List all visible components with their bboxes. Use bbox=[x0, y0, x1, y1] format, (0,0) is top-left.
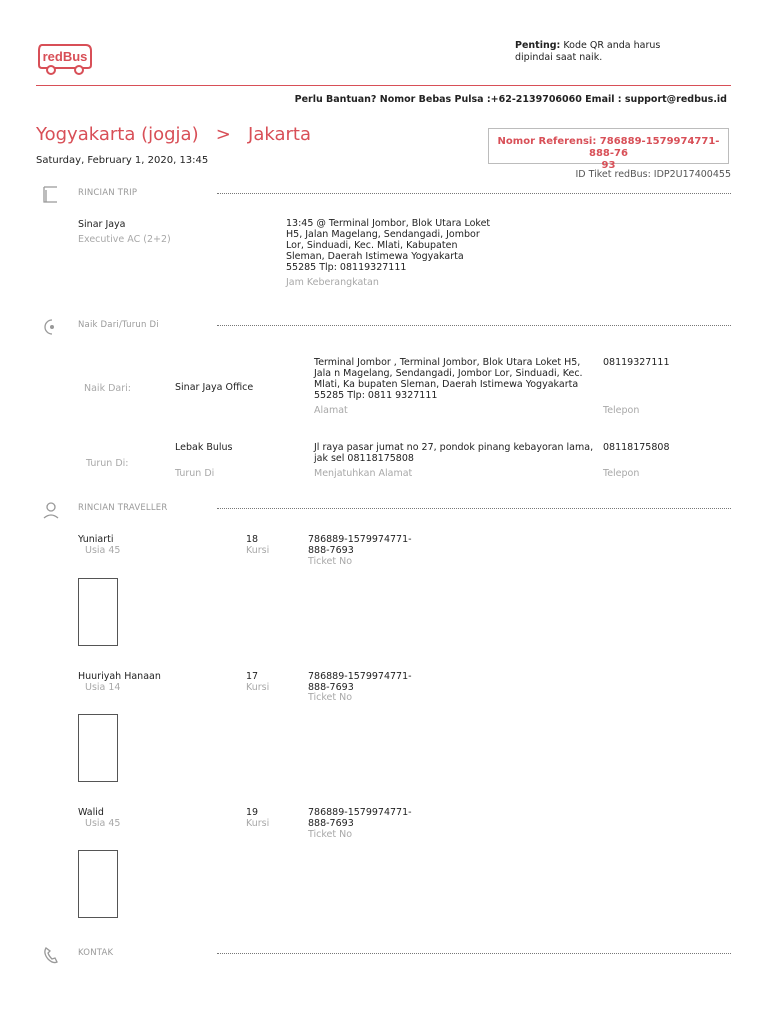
ticket-number-line-1: 786889-1579974771- bbox=[308, 807, 412, 818]
traveller-name: Walid bbox=[78, 807, 104, 818]
trip-date: Saturday, February 1, 2020, 13:45 bbox=[36, 155, 209, 166]
header-divider bbox=[36, 85, 731, 86]
section-title-kontak: KONTAK bbox=[78, 948, 114, 958]
section-divider bbox=[217, 193, 731, 194]
qr-code-placeholder bbox=[78, 850, 118, 918]
phone-icon bbox=[40, 944, 62, 966]
ticket-label: Ticket No bbox=[308, 829, 353, 840]
route-from: Yogyakarta (jogja) bbox=[36, 124, 199, 145]
bus-icon bbox=[40, 184, 62, 206]
qr-code-placeholder bbox=[78, 578, 118, 646]
ticket-label: Ticket No bbox=[308, 556, 353, 567]
boarding-point: Sinar Jaya Office bbox=[175, 382, 254, 393]
location-pin-icon bbox=[40, 316, 62, 338]
seat-label: Kursi bbox=[246, 545, 270, 556]
traveller-seat: 17 bbox=[246, 671, 259, 682]
boarding-phone-label: Telepon bbox=[603, 405, 640, 416]
seat-label: Kursi bbox=[246, 682, 270, 693]
ticket-label: Ticket No bbox=[308, 692, 353, 703]
reference-line-2: 93 bbox=[601, 160, 616, 171]
departure-label: Jam Keberangkatan bbox=[286, 277, 379, 288]
qr-code-placeholder bbox=[78, 714, 118, 782]
traveller-name: Yuniarti bbox=[78, 534, 114, 545]
reference-line-1: Nomor Referensi: 786889-1579974771-888-76 bbox=[497, 136, 720, 159]
section-divider bbox=[217, 953, 731, 954]
boarding-phone: 08119327111 bbox=[603, 357, 670, 368]
traveller-age: Usia 45 bbox=[85, 818, 121, 829]
bus-type: Executive AC (2+2) bbox=[78, 234, 171, 245]
redbus-logo bbox=[36, 41, 94, 77]
section-title-rincian-traveller: RINCIAN TRAVELLER bbox=[78, 503, 168, 513]
help-text: Perlu Bantuan? Nomor Bebas Pulsa :+62-2139706060 Email : support@redbus.id bbox=[294, 94, 727, 105]
traveller-seat: 19 bbox=[246, 807, 259, 818]
ticket-id: ID Tiket redBus: IDP2U17400455 bbox=[575, 169, 731, 180]
dropping-point: Lebak Bulus bbox=[175, 442, 233, 453]
operator-name: Sinar Jaya bbox=[78, 219, 126, 230]
departure-info: 13:45 @ Terminal Jombor, Blok Utara Loket H5, Jalan Magelang, Sendangadi, Jombor Lor, Sinduadi, Kec. Mlati, Kabupaten Sleman, Daerah Istimewa Yogyakarta 55285 Tlp: 08119327111 bbox=[286, 218, 491, 273]
section-title-naik-turun: Naik Dari/Turun Di bbox=[78, 320, 159, 330]
ticket-number-line-1: 786889-1579974771- bbox=[308, 534, 412, 545]
dropping-point-label: Turun Di bbox=[175, 468, 215, 479]
qr-notice bbox=[515, 40, 665, 64]
dropping-label: Turun Di: bbox=[86, 458, 129, 469]
traveller-age: Usia 14 bbox=[85, 682, 121, 693]
traveller-age: Usia 45 bbox=[85, 545, 121, 556]
boarding-label: Naik Dari: bbox=[84, 383, 131, 394]
boarding-address-label: Alamat bbox=[314, 405, 348, 416]
section-divider bbox=[217, 508, 731, 509]
reference-box bbox=[488, 128, 729, 171]
seat-label: Kursi bbox=[246, 818, 270, 829]
ticket-number-line-2: 888-7693 bbox=[308, 545, 354, 556]
route-title bbox=[36, 124, 311, 145]
section-divider bbox=[217, 325, 731, 326]
ticket-number-line-2: 888-7693 bbox=[308, 682, 354, 693]
traveller-name: Huuriyah Hanaan bbox=[78, 671, 161, 682]
traveller-seat: 18 bbox=[246, 534, 259, 545]
route-arrow: > bbox=[215, 124, 231, 145]
dropping-address: Jl raya pasar jumat no 27, pondok pinang kebayoran lama, jak sel 08118175808 bbox=[314, 442, 594, 464]
boarding-address: Terminal Jombor , Terminal Jombor, Blok Utara Loket H5, Jala n Magelang, Sendangadi, Jombor Lor, Sinduadi, Kec. Mlati, Ka bupaten Sleman, Daerah Istimewa Yogyakarta 55285 Tlp: 0811 9327111 bbox=[314, 357, 583, 401]
ticket-number-line-1: 786889-1579974771- bbox=[308, 671, 412, 682]
notice-label: Penting: bbox=[515, 40, 561, 51]
dropping-address-label: Menjatuhkan Alamat bbox=[314, 468, 413, 479]
section-title-rincian-trip: RINCIAN TRIP bbox=[78, 188, 138, 198]
logo-text: redBus bbox=[42, 49, 88, 64]
dropping-phone-label: Telepon bbox=[603, 468, 640, 479]
route-to: Jakarta bbox=[248, 124, 311, 145]
ticket-number-line-2: 888-7693 bbox=[308, 818, 354, 829]
notice-text: Kode QR anda harus dipindai saat naik. bbox=[515, 40, 661, 63]
person-icon bbox=[40, 499, 62, 521]
dropping-phone: 08118175808 bbox=[603, 442, 670, 453]
